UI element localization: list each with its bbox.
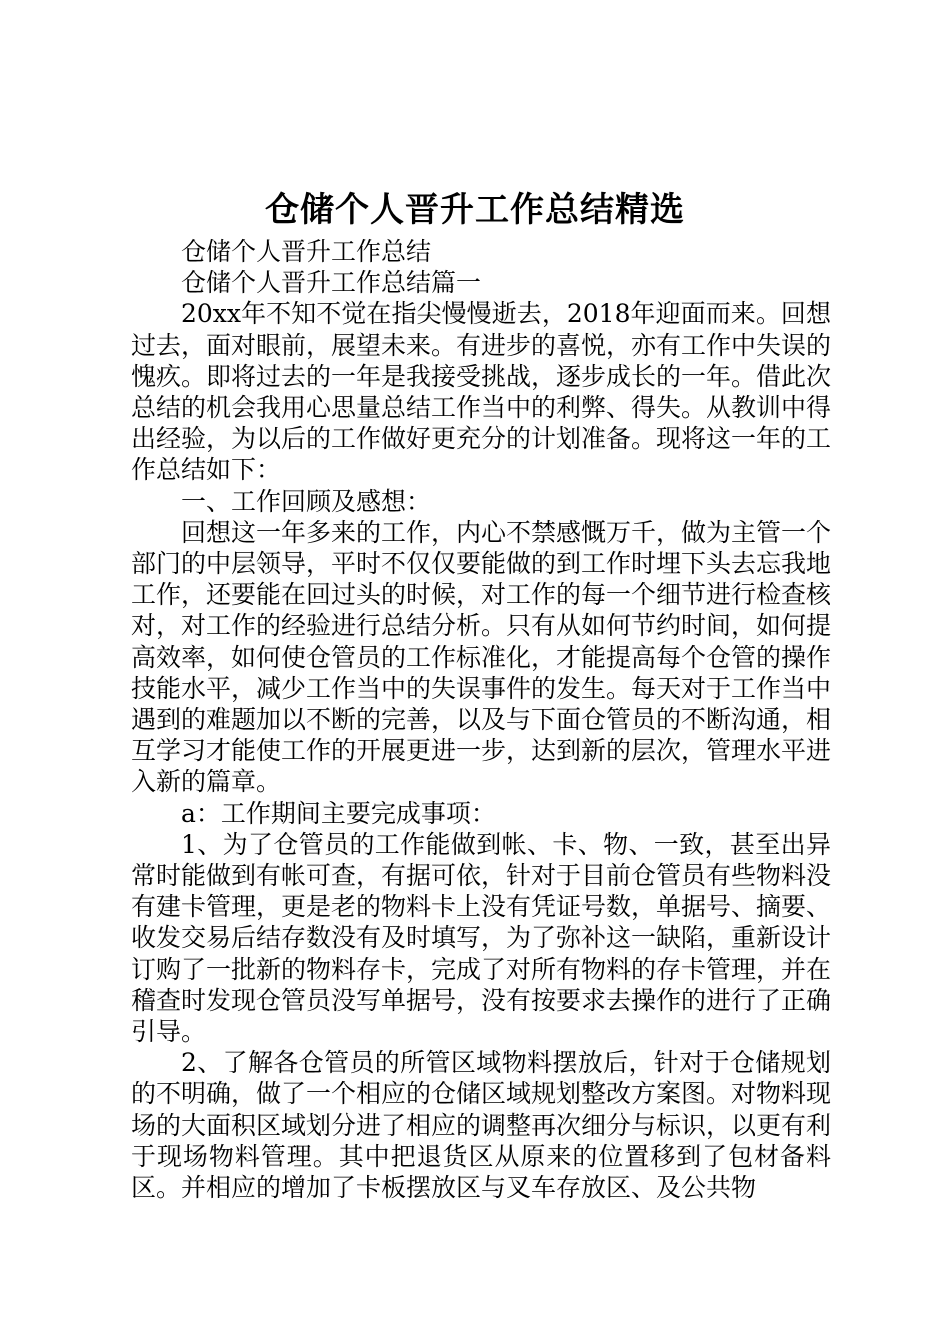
document-title: 仓储个人晋升工作总结精选 — [265, 190, 685, 230]
section-heading-tasks: a：工作期间主要完成事项： — [181, 798, 496, 828]
review-paragraph: 回想这一年多来的工作，内心不禁感慨万千，做为主管一个部门的中层领导，平时不仅仅要能做的到工作时埋下头去忘我地工作，还要能在回过头的时候，对工作的每一个细节进行检查核对，对工作的经验进行总结分析。只有从如何节约时间，如何提高效率，如何使仓管员的工作标准化，才能提高每个仓管的操作技能水平，减少工作当中的失误事件的发生。每天对于工作当中遇到的难题加以不断的完善，以及与下面仓管员的不断沟通，相互学习才能使工作的开展更进一步，达到新的层次，管理水平进入新的篇章。 — [131, 517, 832, 797]
subtitle-line: 仓储个人晋升工作总结 — [181, 237, 432, 266]
task-paragraph-2: 2、了解各仓管员的所管区域物料摆放后，针对于仓储规划的不明确，做了一个相应的仓储区域规划整改方案图。对物料现场的大面积区域划分进了相应的调整再次细分与标识，以更有利于现场物料管理。其中把退货区从原来的位置移到了包材备料区。并相应的增加了卡板摆放区与叉车存放区、及公共物 — [131, 1048, 832, 1203]
intro-paragraph: 20xx年不知不觉在指尖慢慢逝去，2018年迎面而来。回想过去，面对眼前，展望未来。有进步的喜悦，亦有工作中失误的愧疚。即将过去的一年是我接受挑战，逐步成长的一年。借此次总结的机会我用心思量总结工作当中的利弊、得失。从教训中得出经验，为以后的工作做好更充分的计划准备。现将这一年的工作总结如下： — [131, 299, 832, 485]
section-heading-review: 一、工作回顾及感想： — [181, 486, 432, 516]
task-paragraph-1: 1、为了仓管员的工作能做到帐、卡、物、一致，甚至出异常时能做到有帐可查，有据可依，针对于目前仓管员有些物料没有建卡管理，更是老的物料卡上没有凭证号数，单据号、摘要、收发交易后结存数没有及时填写，为了弥补这一缺陷，重新设计订购了一批新的物料存卡，完成了对所有物料的存卡管理，并在稽查时发现仓管员没写单据号，没有按要求去操作的进行了正确引导。 — [131, 829, 832, 1047]
document-body — [131, 236, 831, 1203]
section-heading: 仓储个人晋升工作总结篇一 — [181, 268, 482, 298]
